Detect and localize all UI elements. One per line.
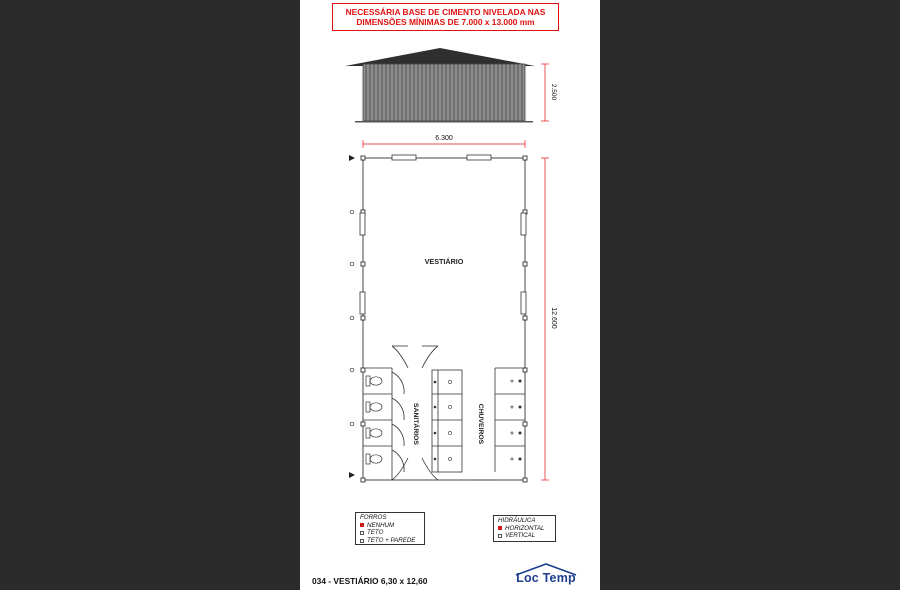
legend-forros-item: NENHUM (360, 522, 420, 530)
legend-forros-item: TETO (360, 529, 420, 537)
width-label: 6.300 (435, 135, 453, 142)
elevation-base (355, 121, 533, 123)
sinks-block (432, 370, 462, 472)
room-label-chuveiros: CHUVEIROS (477, 403, 484, 445)
front-elevation (345, 48, 535, 123)
checkbox-icon (360, 539, 364, 543)
length-dimension (541, 158, 549, 480)
notice-line-1: NECESSÁRIA BASE DE CIMENTO NIVELADA NAS (345, 7, 546, 17)
length-label: 12.600 (550, 307, 557, 329)
checkbox-icon (498, 526, 502, 530)
checkbox-icon (498, 534, 502, 538)
legend-hidraulica-item: VERTICAL (498, 532, 551, 540)
legend-forros (355, 512, 425, 545)
legend-hidraulica-item: HORIZONTAL (498, 525, 551, 533)
company-logo (510, 562, 582, 590)
floor-plan-drawing (300, 0, 600, 590)
shower-icon (511, 380, 522, 383)
windows (360, 155, 526, 314)
notice-line-2: DIMENSÕES MÍNIMAS DE 7.000 x 13.000 mm (356, 17, 535, 27)
checkbox-icon (360, 531, 364, 535)
checkbox-icon (360, 523, 364, 527)
shower-icon (511, 458, 522, 461)
sink-icon (434, 457, 452, 460)
height-label: 2.500 (550, 83, 557, 101)
elevation-wall (363, 64, 525, 121)
sink-icon (434, 431, 452, 434)
shower-icon (511, 432, 522, 435)
legend-hidraulica-title: HIDRÁULICA (498, 517, 536, 524)
toilet-icon (366, 402, 382, 412)
plan-outline (361, 156, 527, 482)
drawing-caption: 034 - VESTIÁRIO 6,30 x 12,60 (312, 576, 428, 586)
legend-forros-title: FORROS (360, 514, 387, 521)
sink-fixtures (434, 380, 452, 460)
shower-icon (511, 406, 522, 409)
room-label-sanitarios: SANITÁRIOS (412, 403, 419, 445)
legend-hidraulica (493, 515, 556, 542)
room-label-vestiario: VESTIÁRIO (424, 257, 464, 266)
sink-icon (434, 405, 452, 408)
sink-icon (434, 380, 452, 383)
logo-text: Loc Temp (516, 571, 576, 585)
height-dimension (541, 64, 549, 121)
toilet-icon (366, 428, 382, 438)
legend-forros-item: TETO + PAREDE (360, 537, 420, 545)
toilet-icon (366, 376, 382, 386)
side-markers (349, 155, 355, 478)
toilet-icon (366, 454, 382, 464)
roof (345, 48, 535, 66)
